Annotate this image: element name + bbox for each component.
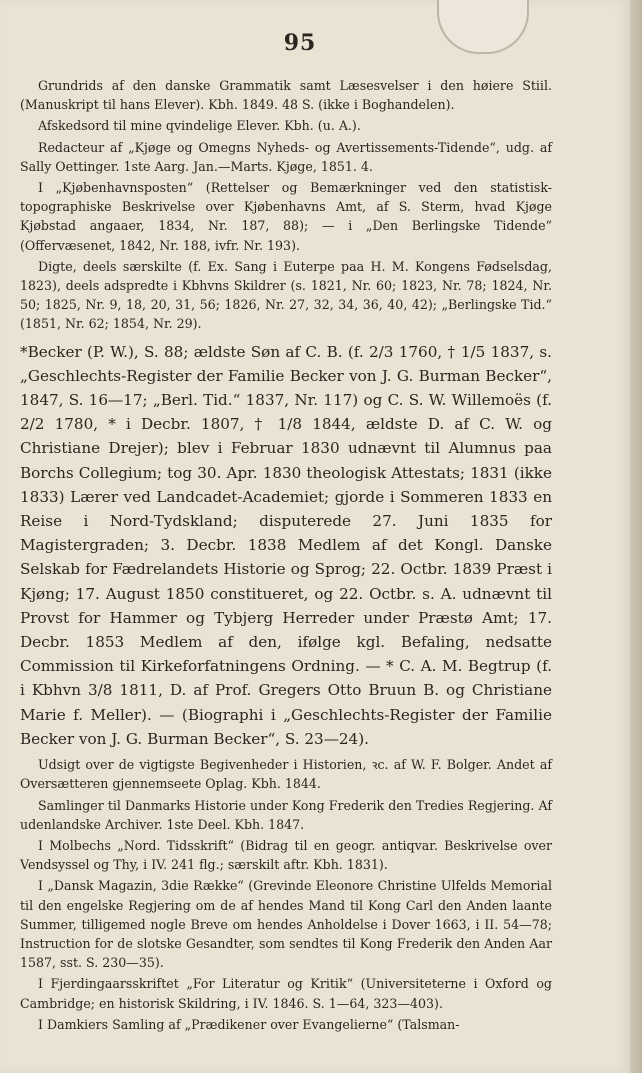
page-number: 95 [283, 30, 317, 56]
entry-udsigt: Udsigt over de vigtigste Begivenheder i Historien, ꝛc. af W. F. Bolger. Andet af Oversætteren gjennemseete Oplag. Kbh. 1844. [20, 757, 552, 792]
entry-digte: Digte, deels særskilte (f. Ex. Sang i Euterpe paa H. M. Kongens Fødselsdag, 1823), deels adspredte i Kbhvns Skildrer (s. 1821, Nr. 60; 1823, Nr. 78; 1824, Nr. 50; 1825, Nr. 9, 18, 20, 31, 56; 1826, Nr. 27, 32, 34, 36, 40, 42); „Berlingske Tid.“ (1851, Nr. 62; 1854, Nr. 29). [20, 258, 552, 332]
entry-becker-biography: *Becker (P. W.), S. 88; ældste Søn af C. B. (f. 2/3 1760, † 1/5 1837, s. „Geschlechts-Register der Familie Becker von J. G. Burman Becker“, 1847, S. 16—17; „Berl. Tid.“ 1837, Nr. 117) og C. S. W. Willemoës (f. 2/2 1780, * i Decbr. 1807, † 1/8 1844, ældste D. af C. W. og Christiane Drejer); blev i Februar 1830 udnævnt til Alumnus paa Borchs Collegium; tog 30. Apr. 1830 theologisk Attestats; 1831 (ikke 1833) Lærer ved Landcadet-Academiet; gjorde i Sommeren 1833 en Reise i Nord-Tydskland; disputerede 27. Juni 1835 for Magistergraden; 3. Decbr. 1838 Medlem af det Kongl. Danske Selskab for Fædrelandets Historie og Sprog; 22. Octbr. 1839 Præst i Kjøng; 17. August 1850 constitueret, og 22. Octbr. s. A. udnævnt til Provst for Hammer og Tybjerg Herreder under Præstø Amt; 17. Decbr. 1853 Medlem af den, ifølge kgl. Befaling, nedsatte Commission til Kirkeforfatningens Ordning. — * C. A. M. Begtrup (f. i Kbhvn 3/8 1811, D. af Prof. Gregers Otto Bruun B. og Christiane Marie f. Meller). — (Biographi i „Geschlechts-Register der Familie Becker von J. G. Burman Becker“, S. 23—24). [20, 342, 552, 748]
entry-grundrids: Grundrids af den danske Grammatik samt Læsesvelser i den høiere Stiil. (Manuskript til hans Elever). Kbh. 1849. 48 S. (ikke i Boghandelen). [20, 78, 552, 113]
entry-fjerdingaarsskriftet: I Fjerdingaarsskriftet „For Literatur og Kritik“ (Universiteterne i Oxford og Cambridge; en historisk Skildring, i IV. 1846. S. 1—64, 323—403). [20, 976, 552, 1011]
page-body [20, 76, 552, 1036]
entry-samlinger: Samlinger til Danmarks Historie under Kong Frederik den Tredies Regjering. Af udenlandske Archiver. 1ste Deel. Kbh. 1847. [20, 797, 552, 832]
entry-afskedsord: Afskedsord til mine qvindelige Elever. Kbh. (u. A.). [38, 118, 361, 134]
page-edge [630, 0, 642, 1073]
entry-kjobenhavnsposten: I „Kjøbenhavnsposten“ (Rettelser og Bemærkninger ved den statistisk-topographiske Beskrivelse over Kjøbenhavns Amt, af S. Sterm, hvad Kjøge Kjøbstad angaaer, 1834, Nr. 187, 88); — i „Den Berlingske Tidende“ (Offervæsenet, 1842, Nr. 188, ivfr. Nr. 193). [20, 180, 552, 253]
entry-dansk-magazin: I „Dansk Magazin, 3die Række“ (Grevinde Eleonore Christine Ulfelds Memorial til den engelske Regjering om de af hendes Mand til Kong Carl den Anden laante Summer, tilligemed nogle Breve om hendes Anholdelse i Dover 1663, i II. 54—78; Instruction for de slotske Gesandter, som sendtes til Kong Frederik den Anden Aar 1587, sst. S. 230—35). [20, 878, 552, 971]
entry-redacteur: Redacteur af „Kjøge og Omegns Nyheds- og Avertissements-Tidende“, udg. af Sally Oettinger. 1ste Aarg. Jan.—Marts. Kjøge, 1851. 4. [20, 139, 552, 174]
entry-molbech: I Molbechs „Nord. Tidsskrift“ (Bidrag til en geogr. antiqvar. Beskrivelse over Vendsyssel og Thy, i IV. 241 flg.; særskilt aftr. Kbh. 1831). [20, 837, 552, 873]
entry-damkier: I Damkiers Samling af „Prædikener over Evangelierne“ (Talsman- [38, 1016, 460, 1032]
